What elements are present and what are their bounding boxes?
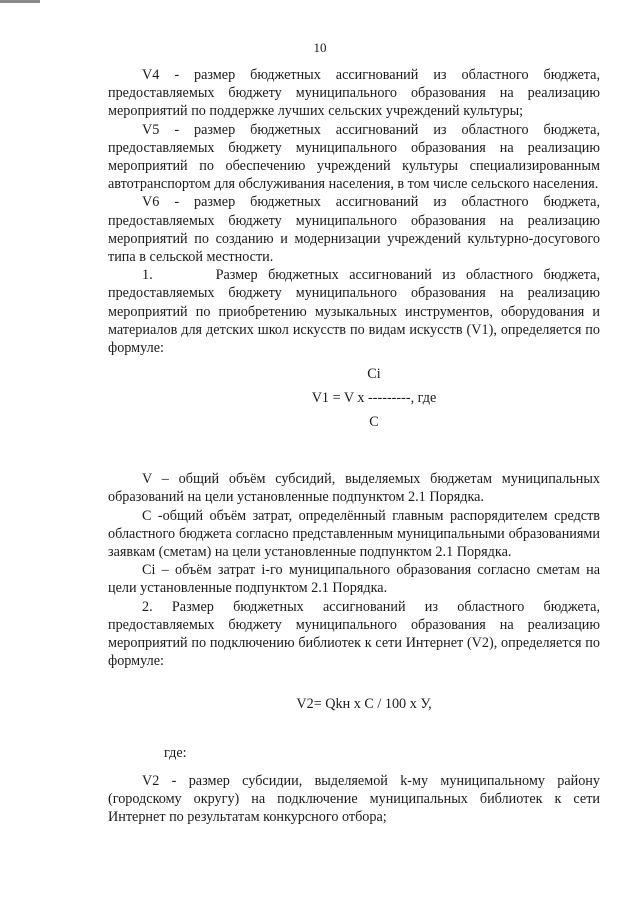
document-body [108, 66, 600, 827]
formula-v1 [108, 362, 600, 434]
formula-v2-where: где: [164, 744, 187, 761]
paragraph-v6: V6 - размер бюджетных ассигнований из областного бюджета, предоставляемых бюджету муниципального образования на реализацию мероприятий по созданию и модернизации учреждений культурно-досугового типа в сельской местности. [108, 194, 600, 266]
formula-v1-numerator: Сi [367, 366, 381, 383]
paragraph-ci-definition: Сi – объём затрат i-го муниципального образования согласно сметам на цели установленные подпунктом 2.1 Порядка. [108, 562, 600, 597]
scan-corner-mark [0, 0, 40, 3]
paragraph-v-definition: V – общий объём субсидий, выделяемых бюджетам муниципальных образований на цели установленные подпунктом 2.1 Порядка. [108, 471, 600, 506]
formula-v2: V2= Qkн х С / 100 х У, [296, 696, 432, 713]
paragraph-c-definition: С -общий объём затрат, определённый главным распорядителем средств областного бюджета согласно представленным муниципальными образованиями заявкам (сметам) на цели установленные подпунктом 2.1 Порядка. [108, 507, 600, 561]
paragraph-v5: V5 - размер бюджетных ассигнований из областного бюджета, предоставляемых бюджету муниципального образования на реализацию мероприятий по обеспечению учреждений культуры специализированным автотранспортом для обслуживания населения, в том числе сельского населения. [108, 121, 600, 193]
spacer [108, 434, 600, 470]
paragraph-v2-definition: V2 - размер субсидии, выделяемой k-му муниципальному району (городскому округу) на подключение муниципальных библиотек к сети Интернет по результатам конкурсного отбора; [108, 772, 600, 826]
paragraph-item-1: 1. Размер бюджетных ассигнований из областного бюджета, предоставляемых бюджету муниципального образования на реализацию мероприятий по приобретению музыкальных инструментов, оборудования и материалов для детских школ искусств по видам искусств (V1), определяется по формуле: [108, 267, 600, 357]
paragraph-item-2: 2. Размер бюджетных ассигнований из областного бюджета, предоставляемых бюджету муниципального образования на реализацию мероприятий по подключению библиотек к сети Интернет (V2), определяется по формуле: [108, 598, 600, 670]
formula-v1-denominator: С [369, 414, 379, 431]
formula-v1-main: V1 = V х ---------, где [311, 390, 437, 407]
paragraph-v4: V4 - размер бюджетных ассигнований из областного бюджета, предоставляемых бюджету муниципального образования на реализацию мероприятий по поддержке лучших сельских учреждений культуры; [108, 67, 600, 120]
page-number: 10 [313, 40, 327, 55]
